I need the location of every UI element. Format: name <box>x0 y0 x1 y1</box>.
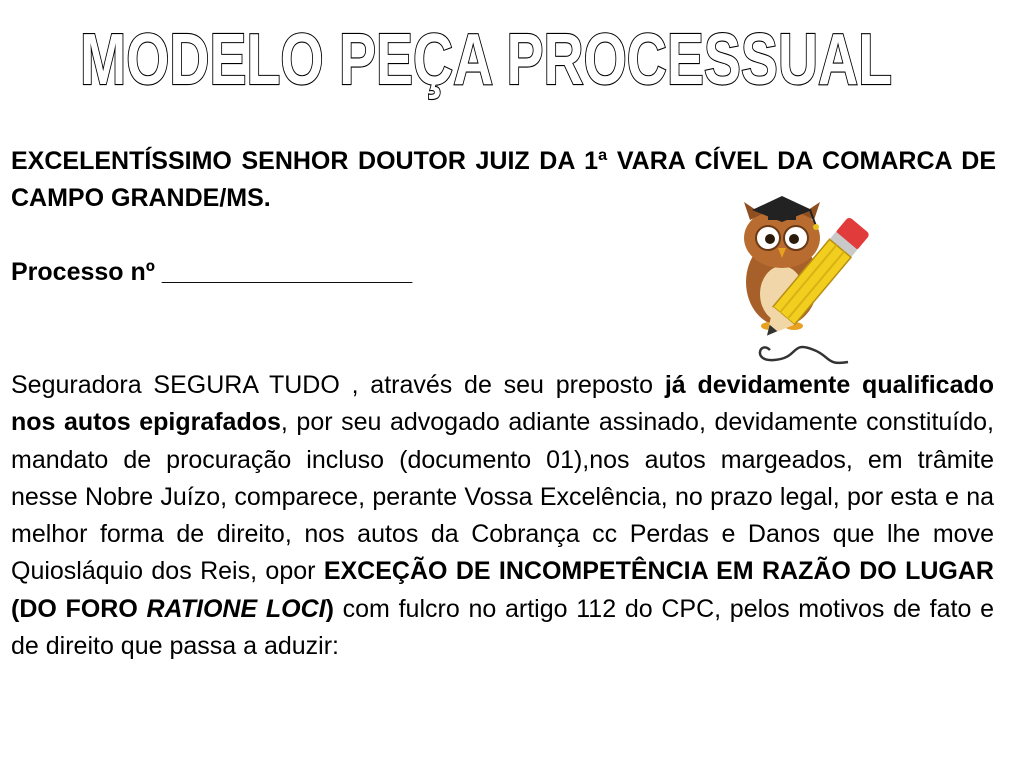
document-heading: EXCELENTÍSSIMO SENHOR DOUTOR JUIZ DA 1ª VARA CÍVEL DA COMARCA DE CAMPO GRANDE/MS. <box>11 147 996 212</box>
body-text-3: com fulcro no artigo 112 do CPC, pelos motivos de fato e de direito que passa a aduzir: <box>11 594 995 661</box>
page-title <box>0 22 1024 102</box>
title-text: MODELO PEÇA PROCESSUAL <box>80 22 892 100</box>
body-bold-italic: RATIONE LOCI <box>146 594 326 623</box>
body-bold-1: já devidamente qualificado nos autos epigrafados <box>11 371 995 437</box>
owl-with-pencil-icon <box>730 190 880 370</box>
processo-number: Processo nº __________________ <box>11 258 413 286</box>
body-text-2: , por seu advogado adiante assinado, devidamente constituído, mandato de procuração incluso (documento 01),nos autos margeados, em trâmite nesse Nobre Juízo, comparece, perante Vossa Excelência, no prazo legal, por esta e na melhor forma de direito, nos autos da Cobrança cc Perdas e Danos que lhe move Quiosláquio dos Reis, opor <box>11 408 994 586</box>
body-bold-3: ) <box>325 594 334 623</box>
body-bold-2: EXCEÇÃO DE INCOMPETÊNCIA EM RAZÃO DO LUGAR (DO FORO <box>11 557 994 623</box>
body-paragraph <box>11 367 994 665</box>
body-text-1: Seguradora SEGURA TUDO , através de seu preposto <box>11 371 665 399</box>
